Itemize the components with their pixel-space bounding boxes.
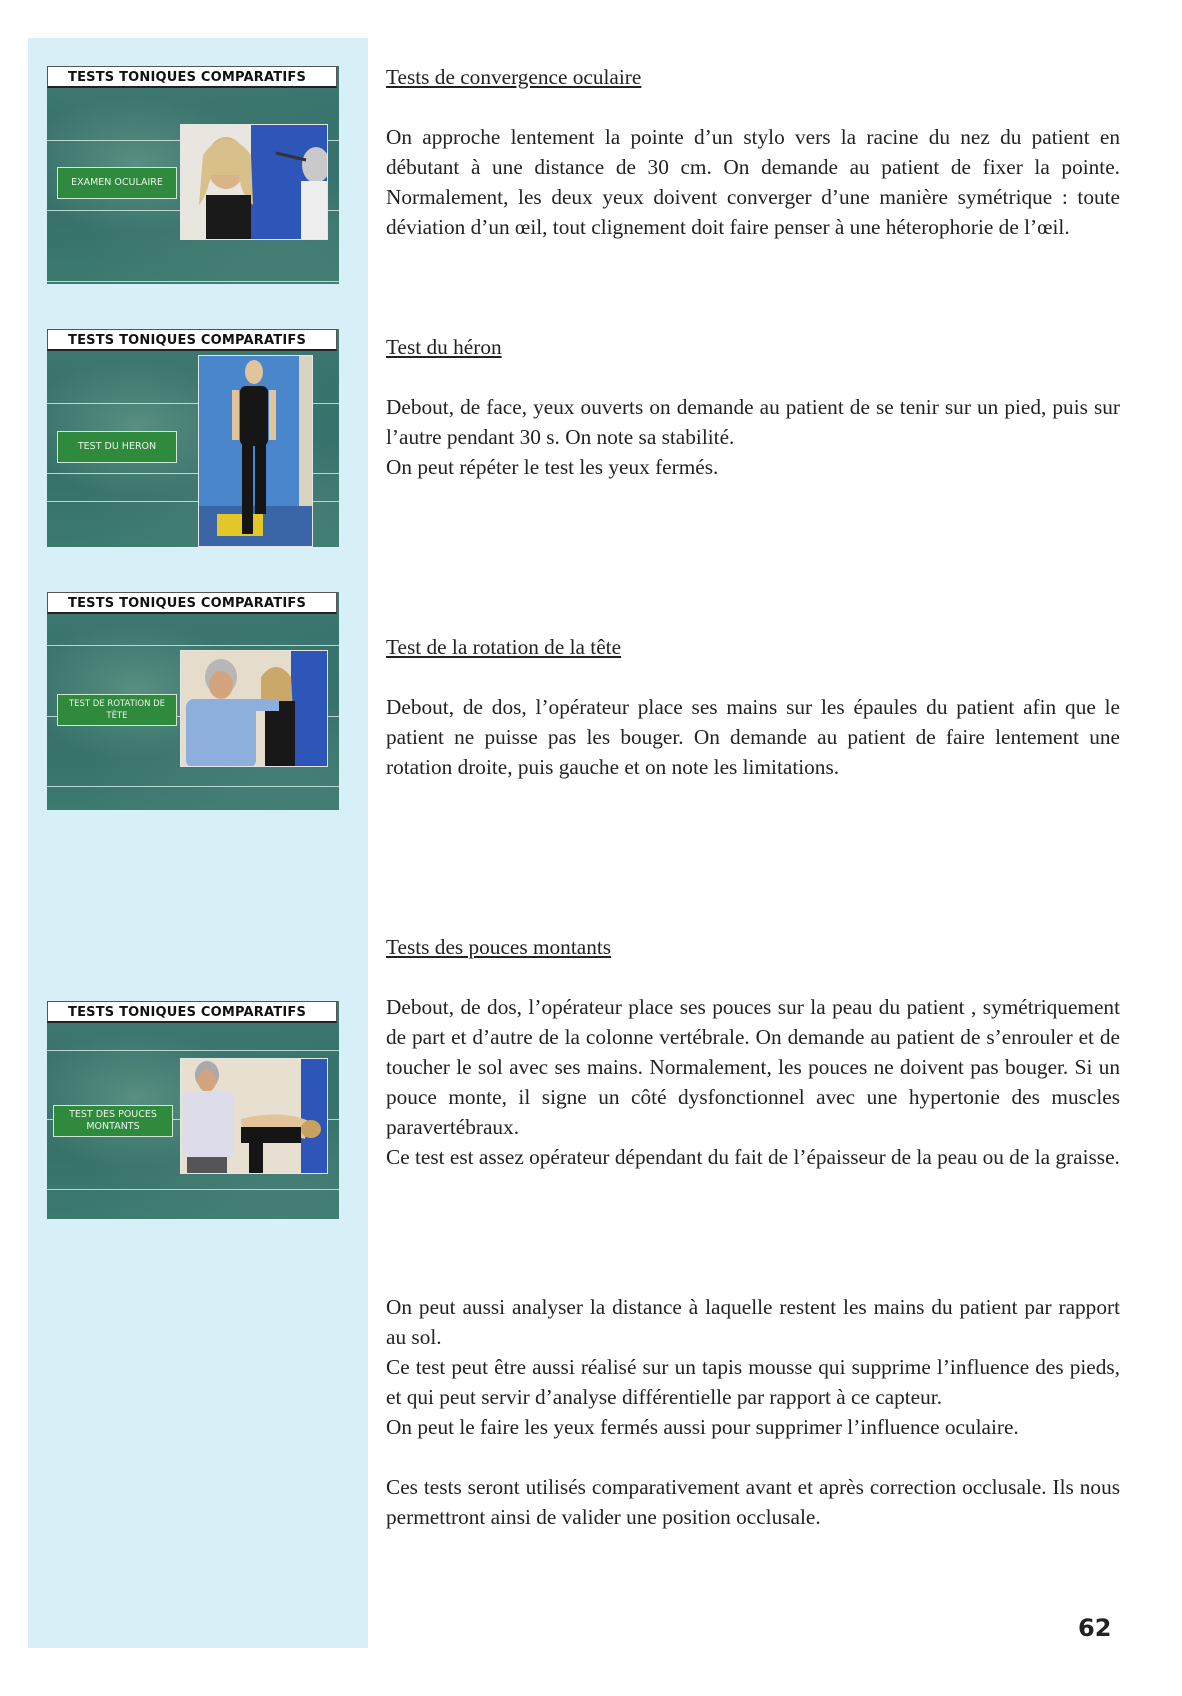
slide-button: TEST DU HERON — [57, 431, 177, 463]
paragraph: On peut le faire les yeux fermés aussi pour supprimer l’influence oculaire. — [386, 1415, 1019, 1439]
slide-line — [47, 1189, 339, 1190]
slide-button: EXAMEN OCULAIRE — [57, 167, 177, 199]
slide-button: TEST DE ROTATION DE TÊTE — [57, 694, 177, 726]
photo-eye-exam — [180, 124, 328, 240]
photo-heron — [198, 355, 313, 547]
slide-title: TESTS TONIQUES COMPARATIFS — [47, 1001, 337, 1023]
paragraph: Debout, de dos, l’opérateur place ses mains sur les épaules du patient afin que le patient ne puisse pas les bouger. On demande au patient de faire lentement une rotation droite, puis gauche et on note les limitations. — [386, 695, 1120, 779]
slide-rotation — [47, 592, 339, 810]
extra-block-1 — [386, 1292, 1120, 1442]
section-thumbs — [386, 932, 1120, 1172]
paragraph: On peut aussi analyser la distance à laquelle restent les mains du patient par rapport au sol. — [386, 1295, 1120, 1349]
slide-thumbs — [47, 1001, 339, 1219]
extra-body — [386, 1472, 1120, 1532]
photo-rising-thumbs — [180, 1058, 328, 1174]
slide-title: TESTS TONIQUES COMPARATIFS — [47, 66, 337, 88]
slide-line — [47, 281, 339, 282]
section-body — [386, 392, 1120, 482]
section-convergence — [386, 62, 1120, 242]
section-rotation — [386, 632, 1120, 782]
paragraph: Debout, de dos, l’opérateur place ses pouces sur la peau du patient , symétriquement de part et d’autre de la colonne vertébrale. On demande au patient de s’enrouler et de toucher le sol avec ses mains. Normalement, les pouces ne doivent pas bouger. Si un pouce monte, il signe un côté dysfonctionnel avec une hypertonie des muscles paravertébraux. — [386, 995, 1120, 1139]
section-heading: Tests de convergence oculaire — [386, 65, 642, 89]
section-body — [386, 992, 1120, 1172]
slide-line — [47, 645, 339, 646]
paragraph: Ces tests seront utilisés comparativement avant et après correction occlusale. Ils nous permettront ainsi de valider une position occlusale. — [386, 1475, 1120, 1529]
slide-convergence — [47, 66, 339, 284]
section-body — [386, 692, 1120, 782]
section-heading: Test du héron — [386, 335, 502, 359]
paragraph: Ce test est assez opérateur dépendant du fait de l’épaisseur de la peau ou de la graisse. — [386, 1145, 1120, 1169]
paragraph: Debout, de face, yeux ouverts on demande au patient de se tenir sur un pied, puis sur l’autre pendant 30 s. On note sa stabilité. — [386, 395, 1120, 449]
extra-block-2 — [386, 1472, 1120, 1532]
section-heron — [386, 332, 1120, 482]
extra-body — [386, 1292, 1120, 1442]
section-body — [386, 122, 1120, 242]
photo-head-rotation — [180, 650, 328, 767]
paragraph: Ce test peut être aussi réalisé sur un tapis mousse qui supprime l’influence des pieds, et qui peut servir d’analyse différentielle par rapport à ce capteur. — [386, 1355, 1120, 1409]
slide-line — [47, 786, 339, 787]
section-heading: Tests des pouces montants — [386, 935, 612, 959]
slide-title: TESTS TONIQUES COMPARATIFS — [47, 329, 337, 351]
paragraph: On approche lentement la pointe d’un stylo vers la racine du nez du patient en débutant à une distance de 30 cm. On demande au patient de fixer la pointe. Normalement, les deux yeux doivent converger d’une manière symétrique : toute déviation d’un œil, tout clignement doit faire penser à une héterophorie de l’œil. — [386, 125, 1120, 239]
section-heading: Test de la rotation de la tête — [386, 635, 622, 659]
slide-title: TESTS TONIQUES COMPARATIFS — [47, 592, 337, 614]
slide-line — [47, 1050, 339, 1051]
slide-heron — [47, 329, 339, 547]
page-number: 62 — [1078, 1614, 1112, 1642]
slide-button: TEST DES POUCES MONTANTS — [53, 1105, 173, 1137]
paragraph: On peut répéter le test les yeux fermés. — [386, 455, 719, 479]
